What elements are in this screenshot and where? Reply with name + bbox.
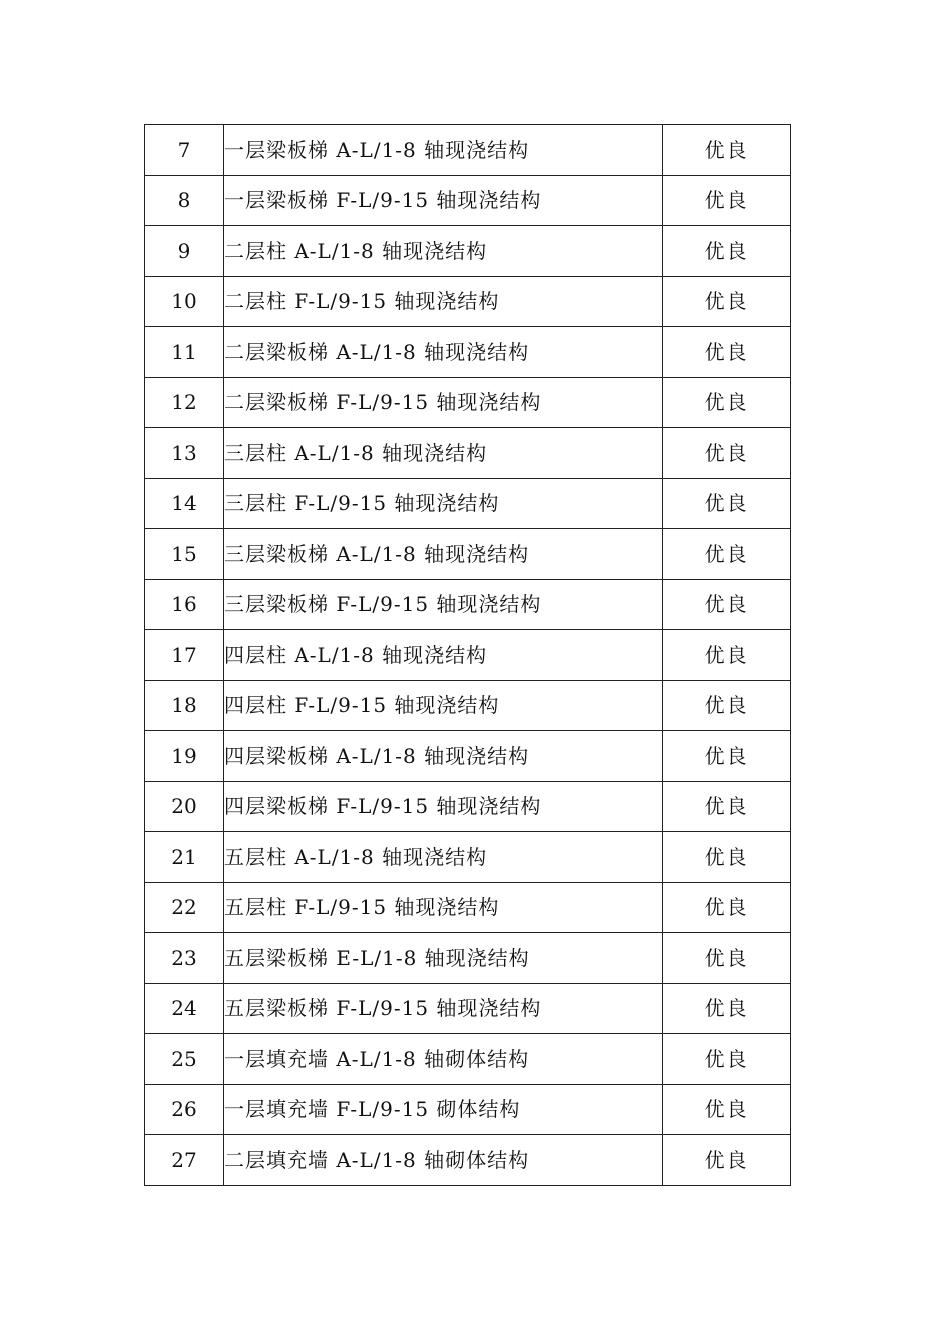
row-number: 13 [145, 428, 224, 479]
item-name: 四层梁板梯 A-L/1-8 轴现浇结构 [224, 731, 663, 782]
quality-grade: 优良 [663, 832, 791, 883]
item-name: 二层柱 F-L/9-15 轴现浇结构 [224, 276, 663, 327]
item-name: 四层柱 A-L/1-8 轴现浇结构 [224, 630, 663, 681]
table-row [145, 125, 791, 176]
table-row [145, 832, 791, 883]
row-number: 23 [145, 933, 224, 984]
row-number: 18 [145, 680, 224, 731]
quality-grade: 优良 [663, 1084, 791, 1135]
quality-grade: 优良 [663, 125, 791, 176]
table-row [145, 478, 791, 529]
quality-grade: 优良 [663, 529, 791, 580]
quality-grade: 优良 [663, 478, 791, 529]
quality-grade: 优良 [663, 579, 791, 630]
row-number: 8 [145, 175, 224, 226]
table-row [145, 731, 791, 782]
row-number: 27 [145, 1135, 224, 1186]
quality-grade: 优良 [663, 680, 791, 731]
item-name: 二层填充墙 A-L/1-8 轴砌体结构 [224, 1135, 663, 1186]
item-name: 三层梁板梯 F-L/9-15 轴现浇结构 [224, 579, 663, 630]
row-number: 7 [145, 125, 224, 176]
quality-grade: 优良 [663, 1034, 791, 1085]
table-row [145, 680, 791, 731]
table-row [145, 327, 791, 378]
row-number: 22 [145, 882, 224, 933]
table-row [145, 428, 791, 479]
table-row [145, 630, 791, 681]
table-row [145, 983, 791, 1034]
row-number: 26 [145, 1084, 224, 1135]
item-name: 五层柱 F-L/9-15 轴现浇结构 [224, 882, 663, 933]
item-name: 五层柱 A-L/1-8 轴现浇结构 [224, 832, 663, 883]
item-name: 一层梁板梯 A-L/1-8 轴现浇结构 [224, 125, 663, 176]
table-row [145, 1135, 791, 1186]
row-number: 17 [145, 630, 224, 681]
quality-grade: 优良 [663, 933, 791, 984]
table-row [145, 579, 791, 630]
table-row [145, 1034, 791, 1085]
quality-grade: 优良 [663, 377, 791, 428]
item-name: 三层梁板梯 A-L/1-8 轴现浇结构 [224, 529, 663, 580]
table-row [145, 226, 791, 277]
table-row [145, 529, 791, 580]
item-name: 一层填充墙 F-L/9-15 砌体结构 [224, 1084, 663, 1135]
quality-grade: 优良 [663, 1135, 791, 1186]
item-name: 五层梁板梯 F-L/9-15 轴现浇结构 [224, 983, 663, 1034]
row-number: 10 [145, 276, 224, 327]
item-name: 五层梁板梯 E-L/1-8 轴现浇结构 [224, 933, 663, 984]
quality-grade: 优良 [663, 882, 791, 933]
table-row [145, 882, 791, 933]
row-number: 12 [145, 377, 224, 428]
item-name: 四层梁板梯 F-L/9-15 轴现浇结构 [224, 781, 663, 832]
row-number: 19 [145, 731, 224, 782]
quality-grade: 优良 [663, 175, 791, 226]
row-number: 11 [145, 327, 224, 378]
quality-grade: 优良 [663, 327, 791, 378]
row-number: 25 [145, 1034, 224, 1085]
item-name: 一层梁板梯 F-L/9-15 轴现浇结构 [224, 175, 663, 226]
table-row [145, 175, 791, 226]
inspection-table [144, 124, 791, 1186]
item-name: 三层柱 A-L/1-8 轴现浇结构 [224, 428, 663, 479]
quality-grade: 优良 [663, 276, 791, 327]
item-name: 二层梁板梯 F-L/9-15 轴现浇结构 [224, 377, 663, 428]
quality-grade: 优良 [663, 983, 791, 1034]
item-name: 二层梁板梯 A-L/1-8 轴现浇结构 [224, 327, 663, 378]
item-name: 四层柱 F-L/9-15 轴现浇结构 [224, 680, 663, 731]
row-number: 16 [145, 579, 224, 630]
row-number: 21 [145, 832, 224, 883]
item-name: 一层填充墙 A-L/1-8 轴砌体结构 [224, 1034, 663, 1085]
quality-grade: 优良 [663, 781, 791, 832]
item-name: 二层柱 A-L/1-8 轴现浇结构 [224, 226, 663, 277]
row-number: 15 [145, 529, 224, 580]
table-row [145, 781, 791, 832]
row-number: 20 [145, 781, 224, 832]
row-number: 14 [145, 478, 224, 529]
row-number: 9 [145, 226, 224, 277]
table-body [145, 125, 791, 1186]
table-row [145, 377, 791, 428]
quality-grade: 优良 [663, 630, 791, 681]
quality-grade: 优良 [663, 226, 791, 277]
quality-grade: 优良 [663, 428, 791, 479]
table-row [145, 1084, 791, 1135]
table-row [145, 933, 791, 984]
row-number: 24 [145, 983, 224, 1034]
table-row [145, 276, 791, 327]
quality-grade: 优良 [663, 731, 791, 782]
item-name: 三层柱 F-L/9-15 轴现浇结构 [224, 478, 663, 529]
